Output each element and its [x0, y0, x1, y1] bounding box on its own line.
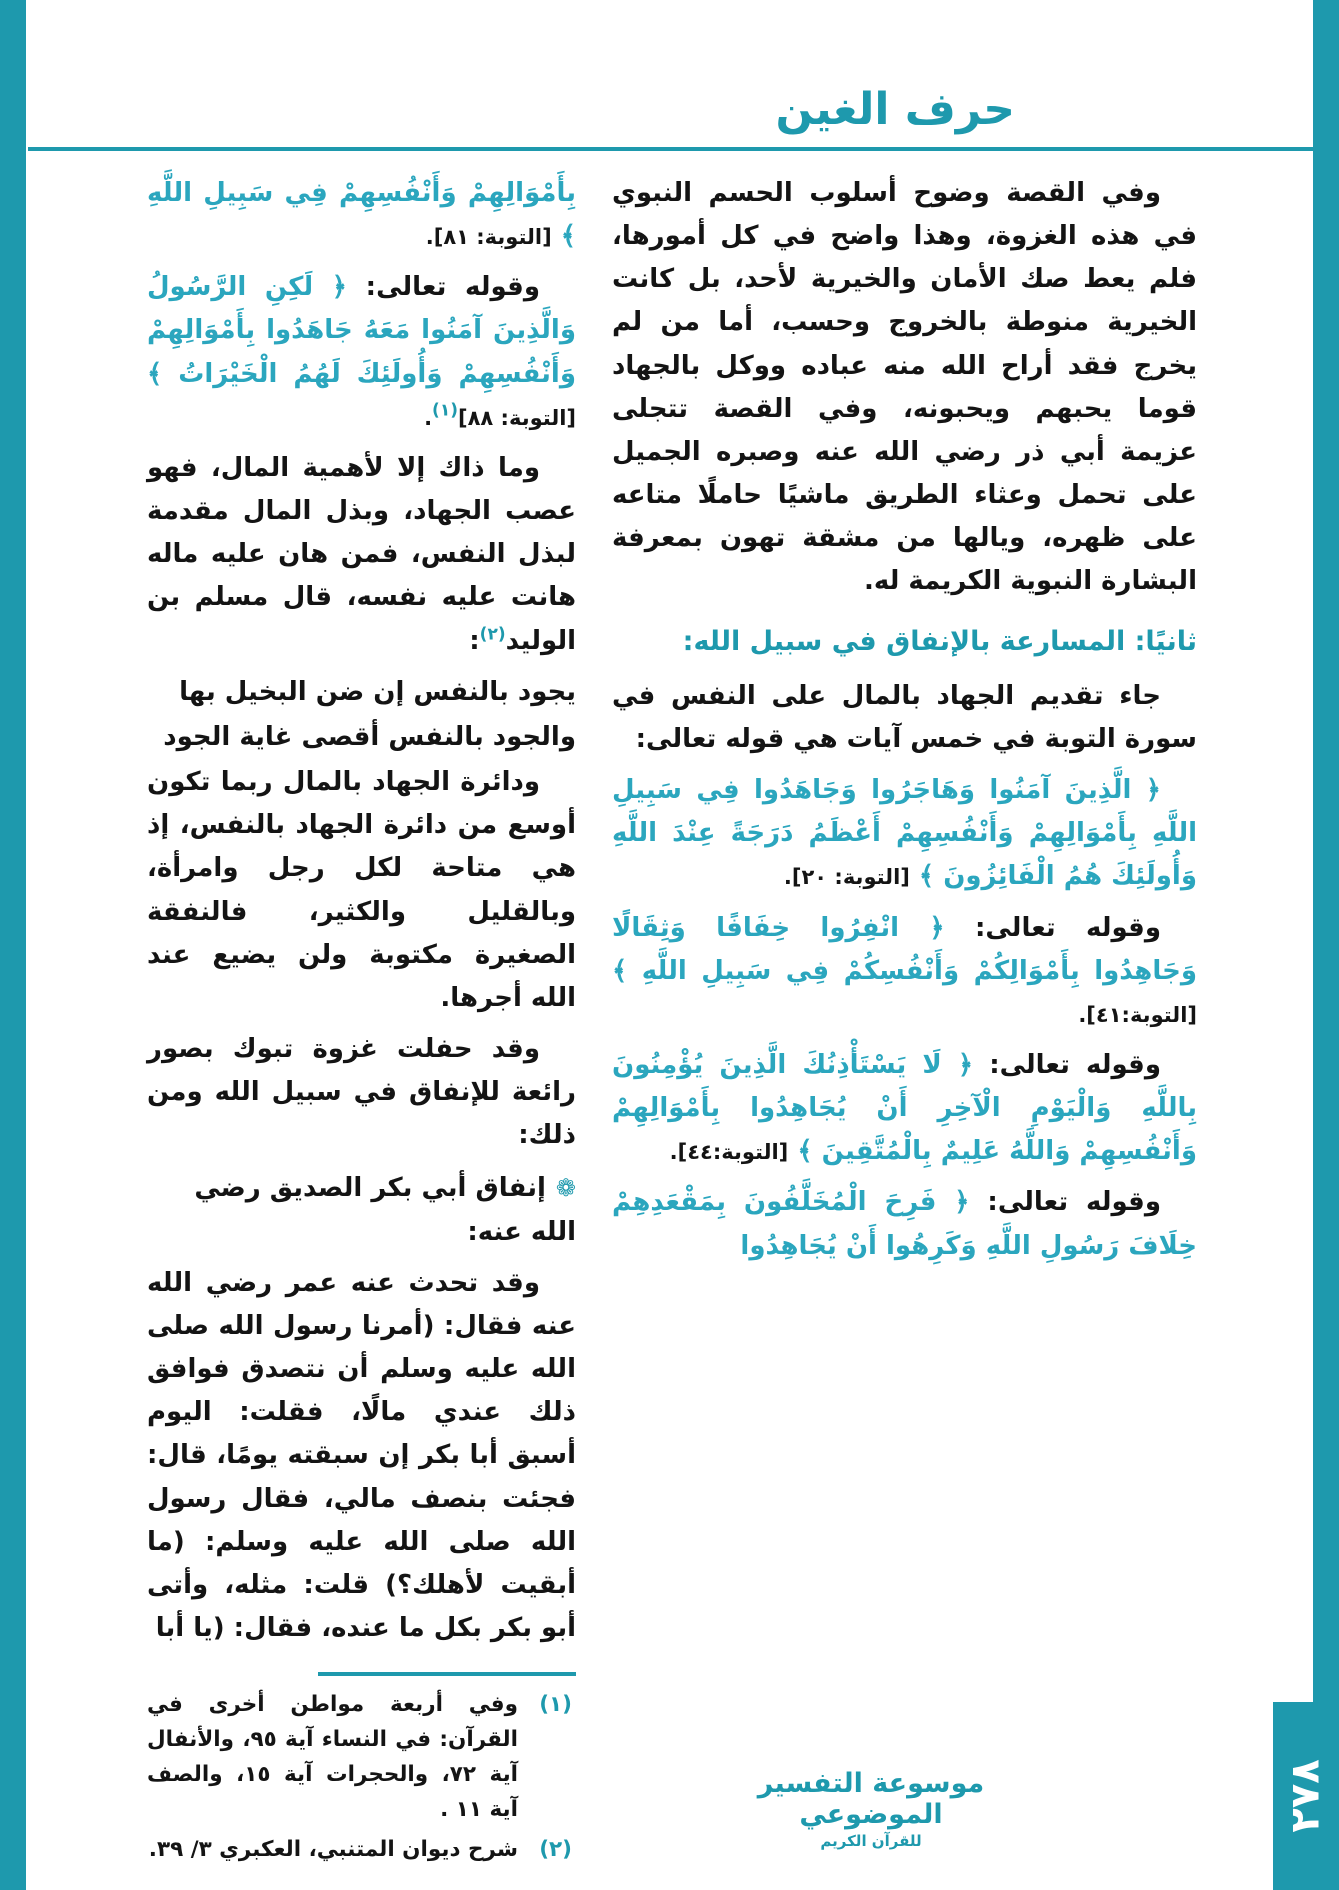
paragraph-story: وفي القصة وضوح أسلوب الحسم النبوي في هذه الغزوة، وهذا واضح في كل أمورها، فلم يعط صك الأمان والخيرية لأحد، بل كانت الخيرية منوطة بالخروج وحسب، أما من لم يخرج فقد أراح الله منه عباده ووكل بالجهاد قوما يحبهم ويحبونه، وفي القصة تتجلى عزيمة أبي ذر رضي الله عنه وصبره الجميل على تحمل وعثاء الطريق ماشيًا حاملًا متاعه على ظهره، ويالها من مشقة تهون بمعرفة البشارة النبوية الكريمة له. [612, 178, 1197, 597]
quran-verse-continuation [147, 172, 576, 258]
paragraph-lead: جاء تقديم الجهاد بالمال على النفس في سورة التوبة في خمس آيات هي قوله تعالى: [612, 680, 1197, 754]
footnote-2 [147, 1833, 576, 1868]
column-left [147, 172, 576, 1868]
column-right [612, 172, 1197, 1276]
verse-reference: [التوبة:٤٤]. [669, 1140, 789, 1165]
subheading-abubakr [147, 1167, 576, 1253]
verse-intro: وقوله تعالى: [347, 272, 540, 303]
paragraph-omar-hadith: وقد تحدث عنه عمر رضي الله عنه فقال: (أمرنا رسول الله صلى الله عليه وسلم أن نتصدق فوافق ذلك عندي مالًا، فقلت: اليوم أسبق أبا بكر إن سبقته يومًا، قال: فجئت بنصف مالي، فقال رسول الله صلى الله عليه وسلم: (ما أبقيت لأهلك؟) قلت: مثله، وأتى أبو بكر بكل ما عنده، فقال: (يا أبا [147, 1267, 576, 1643]
quran-text: ﴿ انْفِرُوا خِفَافًا وَثِقَالًا وَجَاهِدُوا بِأَمْوَالِكُمْ وَأَنْفُسِكُمْ فِي سَبِيلِ اللَّهِ ﴾ [612, 912, 1197, 986]
paragraph-tail: : [469, 625, 480, 656]
verse-reference: [التوبة: ٨٨] [458, 405, 576, 430]
paragraph-tabuk: وقد حفلت غزوة تبوك بصور رائعة للإنفاق في سبيل الله ومن ذلك: [147, 1033, 576, 1151]
subheading-text: إنفاق أبي بكر الصديق رضي الله عنه: [194, 1173, 576, 1247]
paragraph-money [147, 447, 576, 663]
publisher-seal [749, 1768, 993, 1850]
poetry-line: والجود بالنفس أقصى غاية الجود [163, 721, 576, 752]
quran-text: بِأَمْوَالِهِمْ وَأَنْفُسِهِمْ فِي سَبِيلِ اللَّهِ ﴾ [147, 178, 576, 252]
quran-verse-block [147, 266, 576, 439]
paragraph-text: وما ذاك إلا لأهمية المال، فهو عصب الجهاد، وبذل المال مقدمة لبذل النفس، فمن هان عليه ماله هانت عليه نفسه، قال مسلم بن الوليد [147, 452, 576, 656]
quran-verse-block [612, 1181, 1197, 1267]
quran-text: ﴿ لَا يَسْتَأْذِنُكَ الَّذِينَ يُؤْمِنُونَ بِاللَّهِ وَالْيَوْمِ الْآخِرِ أَنْ يُجَاهِدُوا بِأَمْوَالِهِمْ وَأَنْفُسِهِمْ وَاللَّهُ عَلِيمٌ بِالْمُتَّقِينَ ﴾ [612, 1050, 1197, 1167]
verse-intro: وقوله تعالى: [944, 912, 1161, 943]
verse-reference-period: . [424, 405, 433, 430]
chapter-title: حرف الغين [775, 84, 1015, 135]
section-heading-secondly: ثانيًا: المسارعة بالإنفاق في سبيل الله: [682, 625, 1197, 657]
verse-reference: [التوبة:٤١]. [1078, 1002, 1197, 1027]
footnote-marker-2: (٢) [479, 623, 506, 644]
footnotes-section [147, 1688, 576, 1868]
verse-intro: وقوله تعالى: [969, 1187, 1161, 1218]
right-edge-band [1313, 0, 1339, 1890]
verse-reference: [التوبة: ٢٠]. [783, 865, 910, 890]
quran-verse-block [612, 769, 1197, 898]
quran-text: ﴿ فَرِحَ الْمُخَلَّفُونَ بِمَقْعَدِهِمْ خِلَافَ رَسُولِ اللَّهِ وَكَرِهُوا أَنْ يُجَاهِدُوا [612, 1187, 1197, 1261]
seal-subtitle: للقرآن الكريم [820, 1832, 922, 1850]
poetry-line: يجود بالنفس إن ضن البخيل بها [179, 676, 576, 707]
footnote-number: (٢) [539, 1837, 572, 1863]
verse-reference: [التوبة: ٨١]. [425, 225, 552, 250]
page-number: ٢٧٨ [1283, 1759, 1329, 1833]
page-number-block [1273, 1702, 1339, 1890]
footnote-text: وفي أربعة مواطن أخرى في القرآن: في النساء آية ٩٥، والأنفال آية ٧٢، والحجرات آية ١٥، والصف آية ١١ . [147, 1692, 519, 1822]
seal-title: موسوعة التفسير الموضوعي [757, 1767, 985, 1830]
header-divider [28, 147, 1313, 151]
quran-text: ﴿ لَكِنِ الرَّسُولُ وَالَّذِينَ آمَنُوا مَعَهُ جَاهَدُوا بِأَمْوَالِهِمْ وَأَنْفُسِهِمْ وَأُولَئِكَ لَهُمُ الْخَيْرَاتُ ﴾ [147, 272, 576, 389]
quran-verse-block [612, 907, 1197, 1036]
quran-text: ﴿ الَّذِينَ آمَنُوا وَهَاجَرُوا وَجَاهَدُوا فِي سَبِيلِ اللَّهِ بِأَمْوَالِهِمْ وَأَنْفُسِهِمْ أَعْظَمُ دَرَجَةً عِنْدَ اللَّهِ وَأُولَئِكَ هُمُ الْفَائِزُونَ ﴾ [612, 775, 1197, 892]
paragraph-circle: ودائرة الجهاد بالمال ربما تكون أوسع من دائرة الجهاد بالنفس، إذ هي متاحة لكل رجل وامرأة، وبالقليل والكثير، فالنفقة الصغيرة مكتوبة ولن يضيع عند الله أجرها. [147, 767, 576, 1013]
footnote-number: (١) [539, 1692, 572, 1718]
footnote-marker-1: (١) [432, 400, 458, 421]
footnote-text: شرح ديوان المتنبي، العكبري ٣/ ٣٩. [148, 1837, 518, 1863]
page-content [147, 172, 1197, 1868]
footnote-1 [147, 1688, 576, 1827]
left-edge-band [0, 0, 26, 1890]
verse-intro: وقوله تعالى: [973, 1050, 1161, 1080]
flower-ornament-icon: ❁ [555, 1174, 576, 1203]
footnote-separator [318, 1672, 576, 1676]
quran-verse-block [612, 1044, 1197, 1173]
